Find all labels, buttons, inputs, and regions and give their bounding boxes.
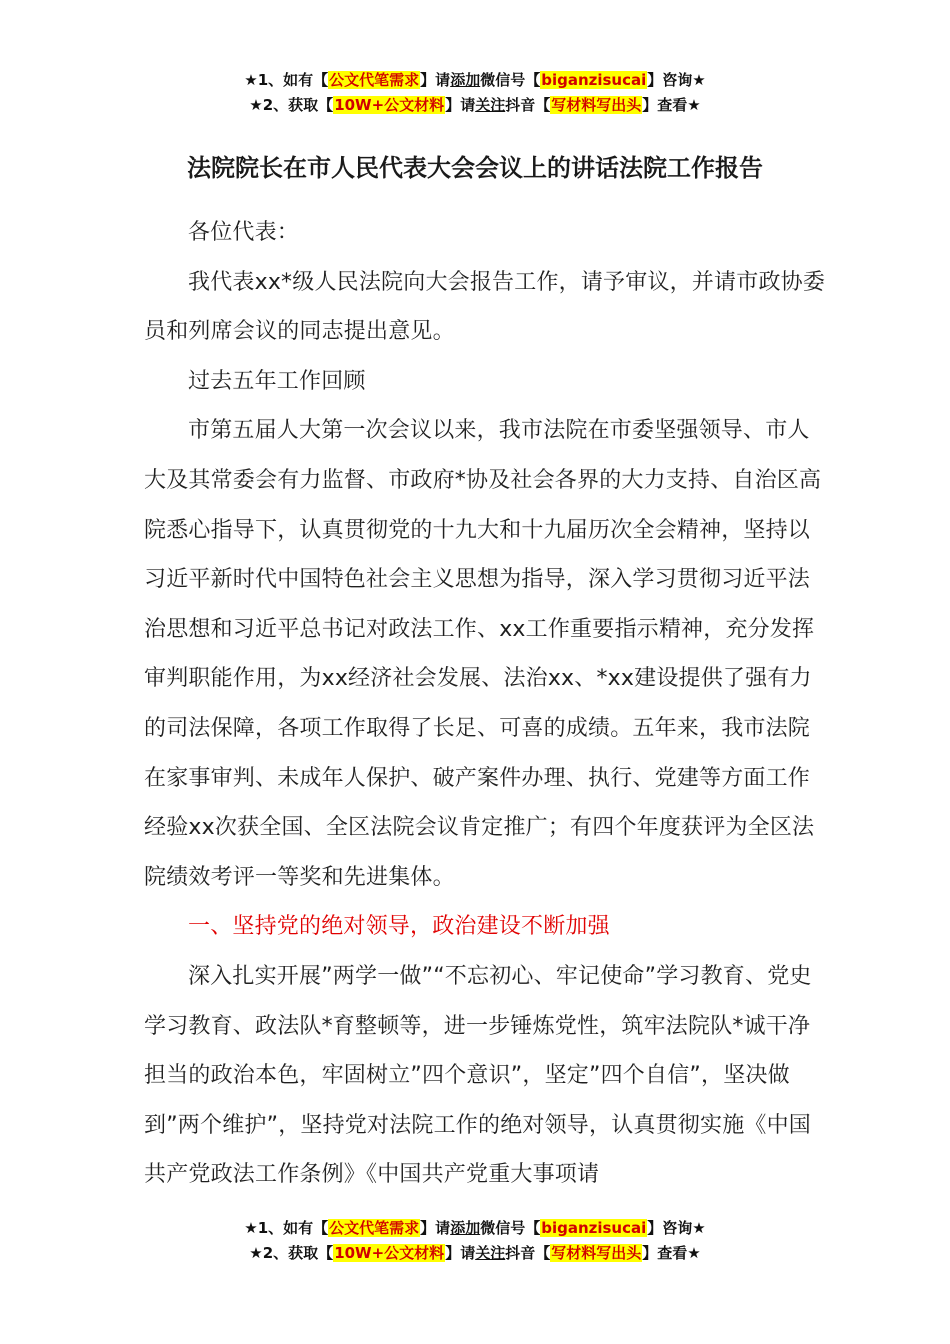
douyin-id-highlight: 写材料写出头 [551,1244,642,1262]
section-heading: 一、坚持党的绝对领导，政治建设不断加强 [188,914,610,940]
promo-line-1: ★1、如有【公文代笔需求】请添加微信号【biganzisucai】咨询★ [244,1219,706,1237]
promo-highlight: 公文代笔需求 [329,1219,420,1237]
promo-banner-top [0,68,950,118]
document-title: 法院院长在市人民代表大会会议上的讲话法院工作报告 [187,154,763,182]
douyin-id-highlight: 写材料写出头 [551,96,642,114]
promo-highlight: 公文代笔需求 [329,71,420,89]
promo-line-2: ★2、获取【10W+公文材料】请关注抖音【写材料写出头】查看★ [249,1244,701,1262]
promo-highlight: 10W+公文材料 [334,96,445,114]
document-body [144,208,830,1200]
salutation: 各位代表： [188,220,300,245]
promo-line-1: ★1、如有【公文代笔需求】请添加微信号【biganzisucai】咨询★ [244,71,706,89]
paragraph: 我代表xx*级人民法院向大会报告工作，请予审议，并请市政协委员和列席会议的同志提出意见。 [144,269,826,345]
section-title: 过去五年工作回顾 [188,368,366,394]
wechat-id-highlight: biganzisucai [541,1219,647,1237]
wechat-id-highlight: biganzisucai [541,71,647,89]
promo-line-2: ★2、获取【10W+公文材料】请关注抖音【写材料写出头】查看★ [249,96,701,114]
promo-banner-bottom [0,1216,950,1266]
promo-highlight: 10W+公文材料 [334,1244,445,1262]
paragraph: 深入扎实开展”两学一做”“不忘初心、牢记使命”学习教育、党史学习教育、政法队*育整顿等，进一步锤炼党性，筑牢法院队*诚干净担当的政治本色，牢固树立”四个意识”，坚定”四个自信”，坚决做到”两个维护”，坚持党对法院工作的绝对领导，认真贯彻实施《中国共产党政法工作条例》《中国共产党重大事项请 [144,963,812,1188]
paragraph: 市第五届人大第一次会议以来，我市法院在市委坚强领导、市人大及其常委会有力监督、市政府*协及社会各界的大力支持、自治区高院悉心指导下，认真贯彻党的十九大和十九届历次全会精神，坚持以习近平新时代中国特色社会主义思想为指导，深入学习贯彻习近平法治思想和习近平总书记对政法工作、xx工作重要指示精神，充分发挥审判职能作用，为xx经济社会发展、法治xx、*xx建设提供了强有力的司法保障，各项工作取得了长足、可喜的成绩。五年来，我市法院在家事审判、未成年人保护、破产案件办理、执行、党建等方面工作经验xx次获全国、全区法院会议肯定推广；有四个年度获评为全区法院绩效考评一等奖和先进集体。 [144,418,822,890]
